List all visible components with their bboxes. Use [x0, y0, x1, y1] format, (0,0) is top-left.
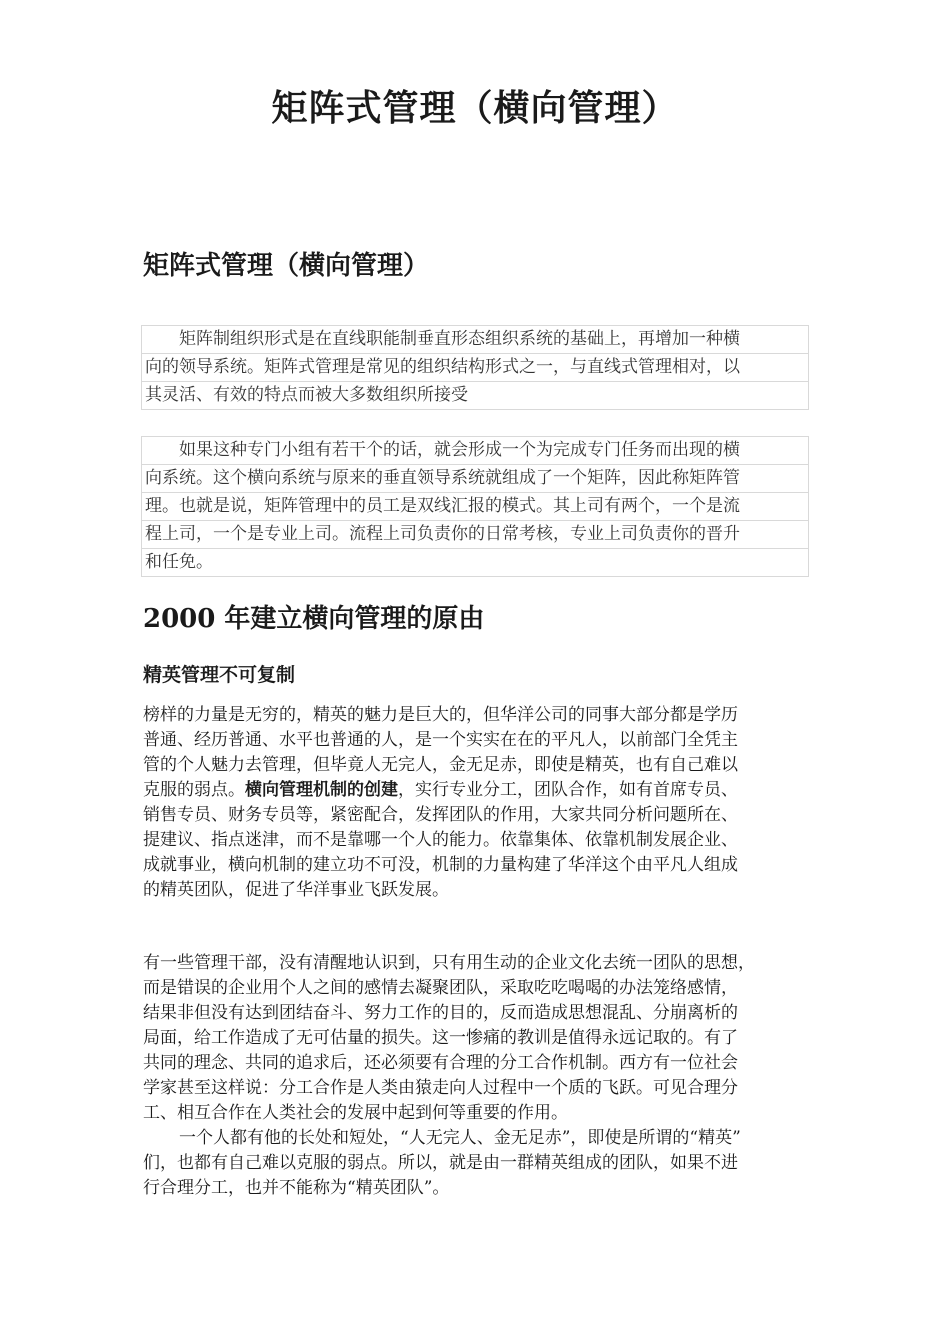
paragraph-line: 结果非但没有达到团结奋斗、努力工作的目的，反而造成思想混乱、分崩离析的 [143, 1003, 738, 1023]
paragraph-management [143, 951, 823, 1201]
paragraph-line: 一个人都有他的长处和短处，“人无完人、金无足赤”，即使是所谓的“精英” [179, 1128, 741, 1148]
paragraph-line: 提建议、指点迷津，而不是靠哪一个人的能力。依靠集体、依靠机制发展企业、 [143, 830, 738, 850]
boxed-line: 如果这种专门小组有若干个的话，就会形成一个为完成专门任务而出现的横 [141, 436, 809, 465]
paragraph-line: 工、相互合作在人类社会的发展中起到何等重要的作用。 [143, 1103, 568, 1123]
boxed-line: 向系统。这个横向系统与原来的垂直领导系统就组成了一个矩阵，因此称矩阵管 [141, 464, 809, 493]
paragraph-line: 共同的理念、共同的追求后，还必须要有合理的分工合作机制。西方有一位社会 [143, 1053, 738, 1073]
paragraph-line: 学家甚至这样说：分工合作是人类由猿走向人过程中一个质的飞跃。可见合理分 [143, 1078, 738, 1098]
paragraph-line: 成就事业，横向机制的建立功不可没，机制的力量构建了华洋这个由平凡人组成 [143, 855, 738, 875]
paragraph-line: 局面，给工作造成了无可估量的损失。这一惨痛的教训是值得永远记取的。有了 [143, 1028, 738, 1048]
document-title: 矩阵式管理（横向管理） [271, 87, 679, 129]
paragraph-line: 普通、经历普通、水平也普通的人，是一个实实在在的平凡人，以前部门全凭主 [143, 730, 738, 750]
boxed-line: 矩阵制组织形式是在直线职能制垂直形态组织系统的基础上，再增加一种横 [141, 325, 809, 354]
text-run: 克服的弱点。 [143, 780, 245, 800]
paragraph-line: 行合理分工，也并不能称为“精英团队”。 [143, 1178, 450, 1198]
bold-phrase: 横向管理机制的创建 [245, 780, 398, 800]
boxed-line: 和任免。 [141, 548, 809, 577]
section-heading-2000: 2000 年建立横向管理的原由 [143, 604, 485, 634]
paragraph-line: 管的个人魅力去管理，但毕竟人无完人，金无足赤，即使是精英，也有自己难以 [143, 755, 738, 775]
paragraph-line: 的精英团队，促进了华洋事业飞跃发展。 [143, 880, 449, 900]
paragraph-line: 有一些管理干部，没有清醒地认识到，只有用生动的企业文化去统一团队的思想， [143, 953, 755, 973]
boxed-line: 向的领导系统。矩阵式管理是常见的组织结构形式之一，与直线式管理相对，以 [141, 353, 809, 382]
paragraph-line: 榜样的力量是无穷的，精英的魅力是巨大的，但华洋公司的同事大部分都是学历 [143, 705, 738, 725]
paragraph-elite [143, 703, 823, 903]
boxed-paragraph-1 [141, 326, 809, 410]
text-run: ，实行专业分工，团队合作，如有首席专员、 [398, 780, 738, 800]
section-heading-matrix: 矩阵式管理（横向管理） [143, 251, 430, 281]
paragraph-line: 销售专员、财务专员等，紧密配合，发挥团队的作用，大家共同分析问题所在、 [143, 805, 738, 825]
paragraph-line [143, 778, 823, 803]
paragraph-line: 而是错误的企业用个人之间的感情去凝聚团队，采取吃吃喝喝的办法笼络感情， [143, 978, 738, 998]
boxed-paragraph-2 [141, 437, 809, 577]
boxed-line: 理。也就是说，矩阵管理中的员工是双线汇报的模式。其上司有两个，一个是流 [141, 492, 809, 521]
paragraph-line: 们，也都有自己难以克服的弱点。所以，就是由一群精英组成的团队，如果不进 [143, 1153, 738, 1173]
boxed-line: 其灵活、有效的特点而被大多数组织所接受 [141, 381, 809, 410]
boxed-line: 程上司，一个是专业上司。流程上司负责你的日常考核，专业上司负责你的晋升 [141, 520, 809, 549]
subheading-elite: 精英管理不可复制 [143, 664, 296, 686]
